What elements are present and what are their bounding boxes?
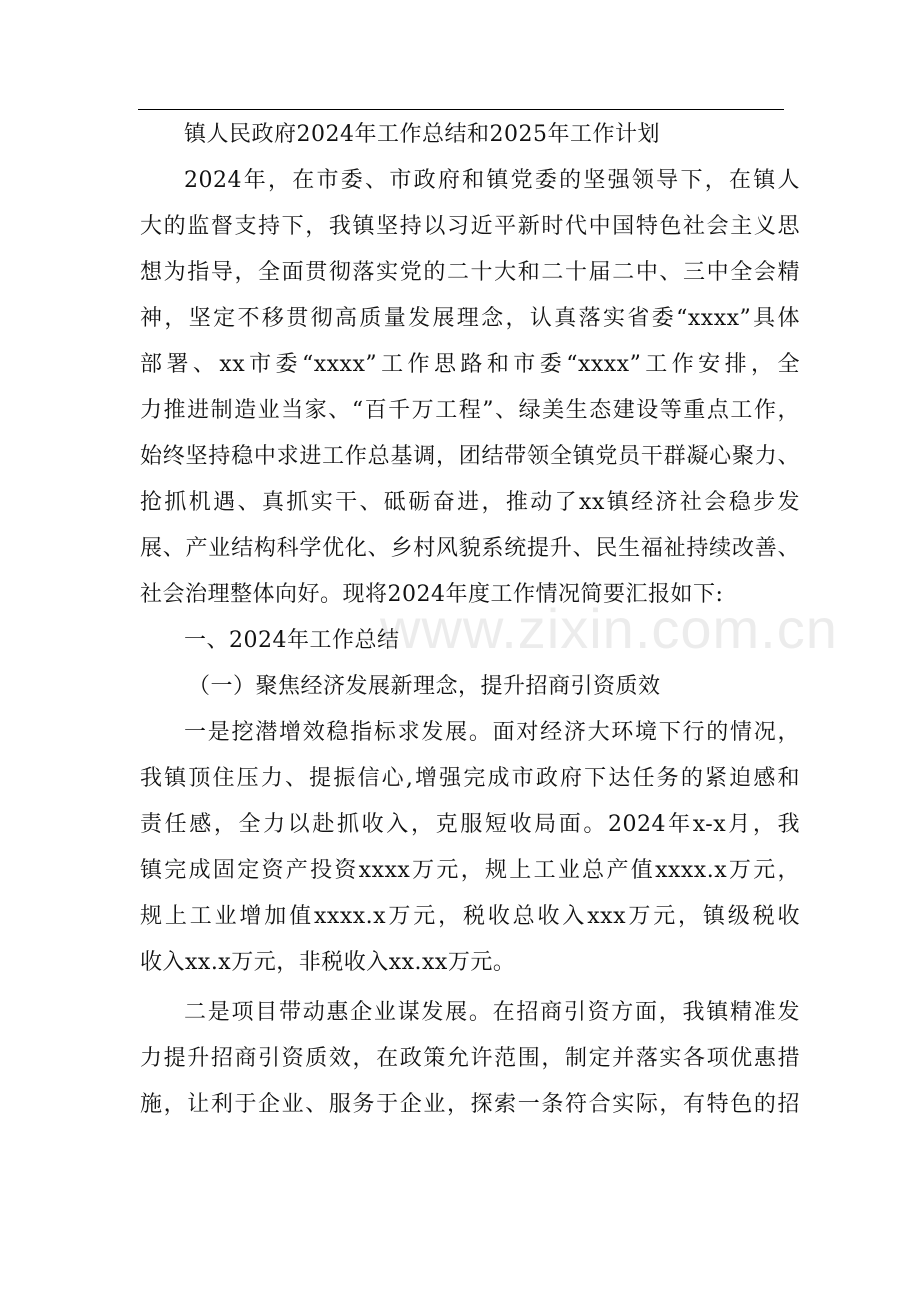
paragraph-line: 责任感，全力以赴抓收入，克服短收局面。2024年x-x月，我 [140,812,800,837]
paragraph-line: 收入xx.x万元，非税收入xx.xx万元。 [140,950,516,975]
intro-line: 展、产业结构科学优化、乡村风貌系统提升、民生福祉持续改善、 [140,536,800,561]
paragraph-line: 二是项目带动惠企业谋发展。在招商引资方面，我镇精准发 [184,1000,800,1025]
document-title: 镇人民政府2024年工作总结和2025年工作计划 [184,122,660,147]
paragraph-line: 镇完成固定资产投资xxxx万元，规上工业总产值xxxx.x万元， [140,858,800,883]
intro-line: 大的监督支持下，我镇坚持以习近平新时代中国特色社会主义思 [140,214,800,239]
section-heading: 一、2024年工作总结 [184,628,400,653]
paragraph-line: 施，让利于企业、服务于企业，探索一条符合实际，有特色的招 [140,1092,800,1117]
subsection-heading: （一）聚焦经济发展新理念，提升招商引资质效 [188,674,661,699]
intro-line: 社会治理整体向好。现将2024年度工作情况简要汇报如下: [140,582,724,607]
intro-line: 2024年，在市委、市政府和镇党委的坚强领导下，在镇人 [184,168,800,193]
document-body [140,112,800,1128]
paragraph-line: 力提升招商引资质效，在政策允许范围，制定并落实各项优惠措 [140,1046,800,1071]
intro-line: 力推进制造业当家、“百千万工程”、绿美生态建设等重点工作， [140,398,800,423]
header-rule [138,109,784,110]
intro-line: 始终坚持稳中求进工作总基调，团结带领全镇党员干群凝心聚力、 [140,444,800,469]
watermark-text: www.zixin.com.cn [380,597,838,660]
intro-line: 抢抓机遇、真抓实干、砥砺奋进，推动了xx镇经济社会稳步发 [140,490,800,515]
paragraph-line: 规上工业增加值xxxx.x万元，税收总收入xxx万元，镇级税收 [140,904,800,929]
paragraph-line: 我镇顶住压力、提振信心,增强完成市政府下达任务的紧迫感和 [140,766,800,791]
intro-line: 部署、xx市委“xxxx”工作思路和市委“xxxx”工作安排，全 [140,352,800,377]
paragraph-line: 一是挖潜增效稳指标求发展。面对经济大环境下行的情况， [184,720,800,745]
intro-line: 想为指导，全面贯彻落实党的二十大和二十届二中、三中全会精 [140,260,800,285]
intro-line: 神，坚定不移贯彻高质量发展理念，认真落实省委“xxxx”具体 [140,306,800,331]
